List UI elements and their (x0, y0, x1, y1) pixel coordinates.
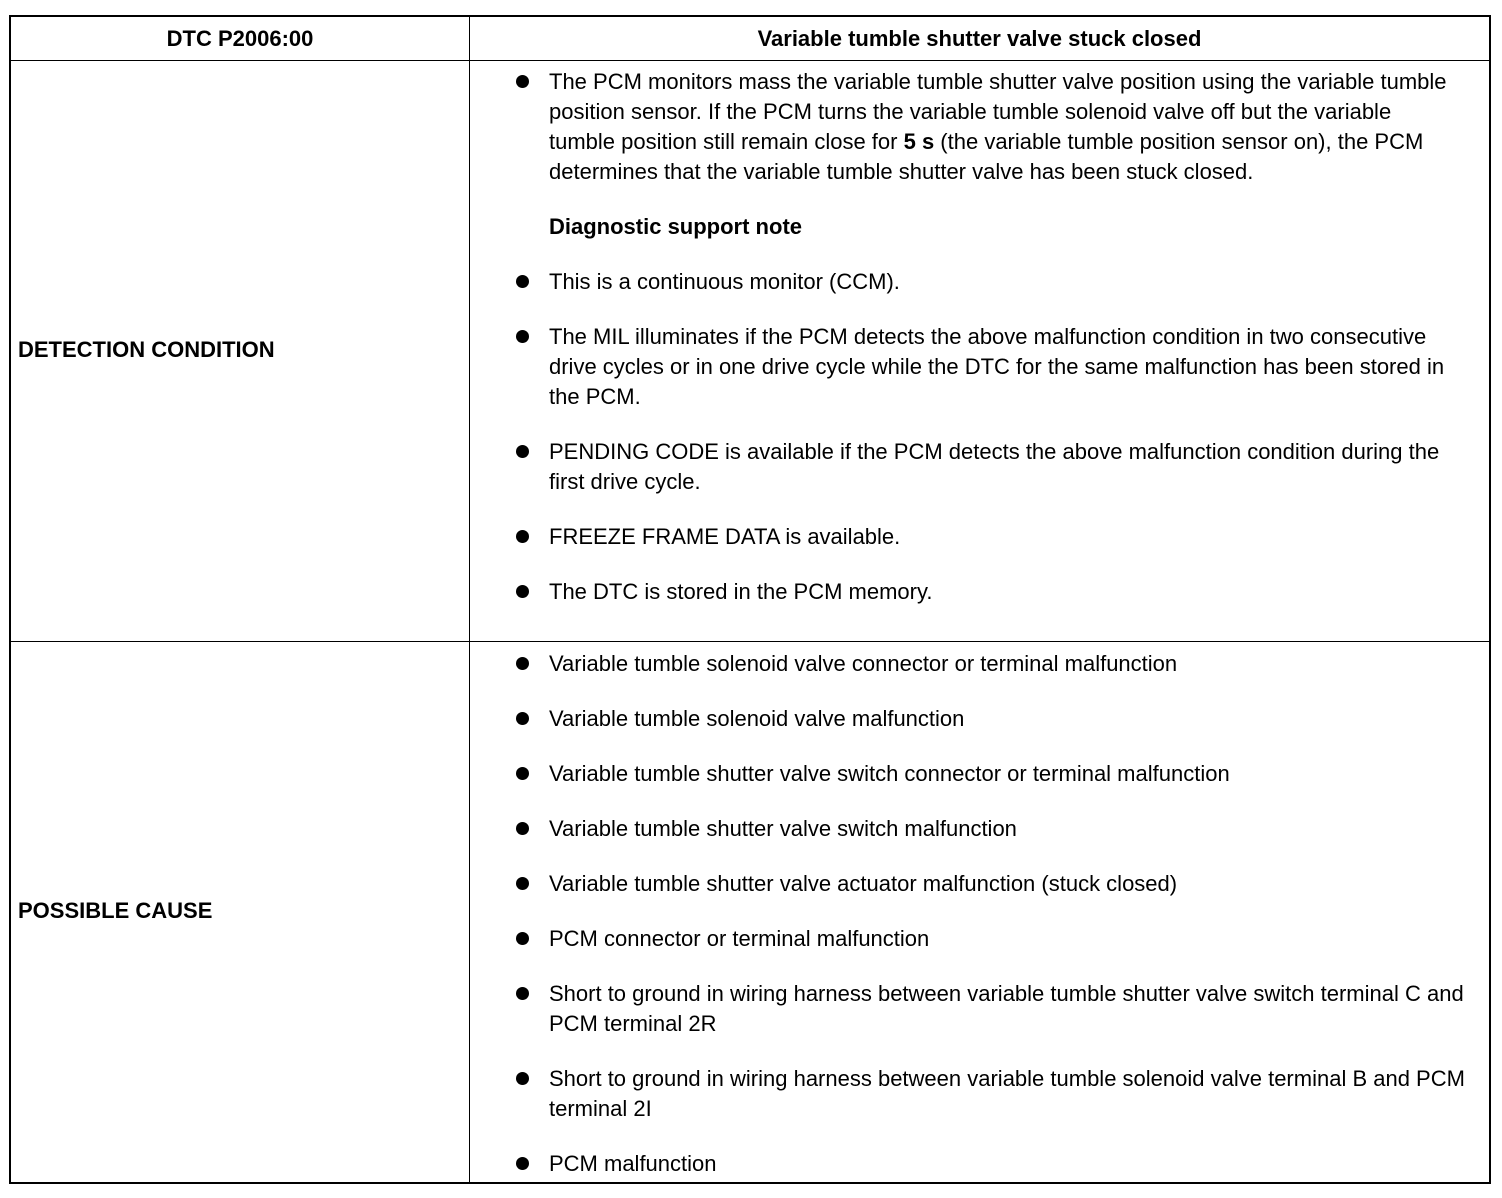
bullet-icon (516, 275, 529, 288)
header-dtc-description: Variable tumble shutter valve stuck closed (757, 26, 1202, 51)
detection-condition-label: DETECTION CONDITION (18, 337, 275, 362)
cause-text: Variable tumble shutter valve actuator malfunction (stuck closed) (549, 871, 1178, 896)
cause-text: Short to ground in wiring harness between variable tumble shutter valve switch terminal C and PCM terminal 2R (549, 981, 1464, 1036)
cause-text: Variable tumble shutter valve switch connector or terminal malfunction (549, 761, 1230, 786)
possible-cause-list (516, 649, 1471, 1179)
list-item (516, 979, 1471, 1039)
row-divider (11, 641, 1489, 642)
bullet-icon (516, 530, 529, 543)
bullet-icon (516, 932, 529, 945)
cause-text: Variable tumble shutter valve switch malfunction (549, 816, 1017, 841)
list-item (516, 267, 1456, 297)
list-item (516, 522, 1456, 552)
list-item (516, 759, 1471, 789)
dtc-table (9, 15, 1491, 1184)
list-item (516, 67, 1456, 187)
note-text: FREEZE FRAME DATA is available. (549, 524, 901, 549)
list-item (516, 869, 1471, 899)
note-text: This is a continuous monitor (CCM). (549, 269, 900, 294)
bullet-icon (516, 767, 529, 780)
bullet-icon (516, 822, 529, 835)
bullet-icon (516, 1157, 529, 1170)
bullet-icon (516, 657, 529, 670)
list-item (516, 649, 1471, 679)
list-item (516, 437, 1456, 497)
bullet-icon (516, 987, 529, 1000)
bullet-icon (516, 330, 529, 343)
detection-condition-list (516, 67, 1456, 607)
duration-value: 5 s (903, 129, 935, 154)
bullet-icon (516, 585, 529, 598)
bullet-icon (516, 1072, 529, 1085)
note-text: The MIL illuminates if the PCM detects the above malfunction condition in two consecutive drive cycles or in one drive cycle while the DTC for the same malfunction has been stored in the PCM. (549, 324, 1445, 409)
bullet-icon (516, 712, 529, 725)
list-item (516, 924, 1471, 954)
list-item (516, 322, 1456, 412)
cause-text: Variable tumble solenoid valve malfunction (549, 706, 965, 731)
cause-text: PCM connector or terminal malfunction (549, 926, 930, 951)
note-text: PENDING CODE is available if the PCM detects the above malfunction condition during the first drive cycle. (549, 439, 1440, 494)
bullet-icon (516, 75, 529, 88)
list-item (516, 704, 1471, 734)
list-item (516, 1149, 1471, 1179)
list-item (516, 814, 1471, 844)
cause-text: PCM malfunction (549, 1151, 717, 1176)
header-divider (11, 60, 1489, 61)
bullet-icon (516, 445, 529, 458)
cause-text: Variable tumble solenoid valve connector or terminal malfunction (549, 651, 1178, 676)
possible-cause-label: POSSIBLE CAUSE (18, 898, 213, 923)
column-divider (469, 17, 470, 1182)
list-item (516, 577, 1456, 607)
note-text: The DTC is stored in the PCM memory. (549, 579, 933, 604)
diagnostic-support-note-heading: Diagnostic support note (549, 214, 802, 239)
header-dtc-code: DTC P2006:00 (166, 26, 314, 51)
cause-text: Short to ground in wiring harness between variable tumble solenoid valve terminal B and PCM terminal 2I (549, 1066, 1465, 1121)
list-item (516, 1064, 1471, 1124)
detection-description: The PCM monitors mass the variable tumble shutter valve position using the variable tumble position sensor. If the PCM turns the variable tumble solenoid valve off but the variable tumble position still remain close for 5 s (the variable tumble position sensor on), the PCM determines that the variable tumble shutter valve has been stuck closed. (549, 69, 1447, 184)
bullet-icon (516, 877, 529, 890)
